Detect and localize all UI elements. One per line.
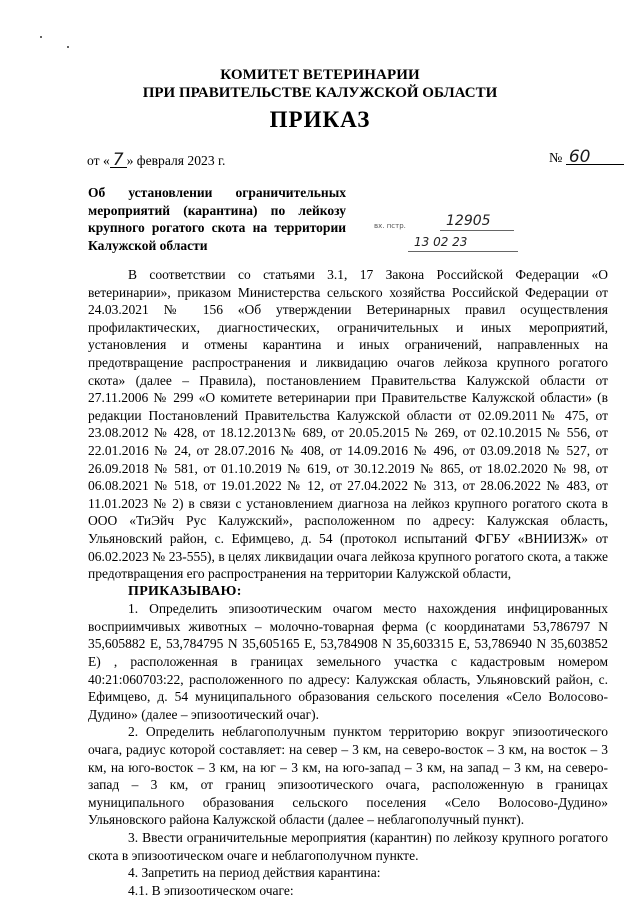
document-date <box>87 152 225 170</box>
issuer-name: КОМИТЕТ ВЕТЕРИНАРИИ <box>220 67 420 83</box>
stamp-underline <box>408 251 518 252</box>
order-item: 4. Запретить на период действия карантина: <box>128 865 381 881</box>
date-suffix: » февраля 2023 г. <box>126 153 226 168</box>
order-item: 1. Определить эпизоотическим очагом место нахождения инфицированных восприимчивых животных – молочно-товарная ферма (с координатами 53,786797 N 35,605882 E, 53,784795 N 35,605165 E, 53,784908 N 35,603315 E, 53,786940 N 35,603852 E) , расположенная в границах земельного участка с кадастровым номером 40:21:060703:22, расположенного по адресу: Калужская область, Ульяновский район, с. Ефимцево, д. 54 муниципального образования сельского поселения «Село Волосово-Дудино» (далее – эпизоотический очаг). <box>88 601 608 722</box>
orders-heading: ПРИКАЗЫВАЮ: <box>128 583 242 599</box>
date-prefix: от « <box>87 153 110 168</box>
document-number <box>549 147 624 167</box>
document-subject: Об установлении ограничительных мероприятий (карантина) по лейкозу крупного рогатого скота на территории Калужской области <box>88 185 346 253</box>
stamp-reg-number: 12905 <box>446 213 491 229</box>
scan-speck <box>40 36 42 38</box>
date-day: 7 <box>110 153 127 168</box>
issuer-subtitle: ПРИ ПРАВИТЕЛЬСТВЕ КАЛУЖСКОЙ ОБЛАСТИ <box>142 85 498 101</box>
order-item: 3. Ввести ограничительные мероприятия (карантин) по лейкозу крупного рогатого скота в эпизоотическом очаге и неблагополучном пункте. <box>88 830 608 863</box>
stamp-reg-date: 13 02 23 <box>414 235 468 249</box>
stamp-label: вх. пстр. <box>374 222 406 230</box>
preamble-paragraph: В соответствии со статьями 3.1, 17 Закона Российской Федерации «О ветеринарии», приказом Министерства сельского хозяйства Российской Федерации от 24.03.2021 № 156 «Об утверждении Ветеринарных правил осуществления профилактических, диагностических, ограничительных и иных мероприятий, установления и отмены карантина и иных ограничений, направленных на предотвращение распространения и ликвидацию очагов лейкоза крупного рогатого скота» (далее – Правила), постановлением Правительства Калужской области от 27.11.2006 № 299 «О комитете ветеринарии при Правительстве Калужской области» (в редакции Постановлений Правительства Калужской области от 02.09.2011№ 475, от 23.08.2012 № 428, от 18.12.2013№ 689, от 20.05.2015 № 269, от 02.10.2015 № 556, от 22.01.2016 № 24, от 28.07.2016 № 408, от 14.09.2016 № 496, от 03.09.2018 № 527, от 26.09.2018 № 581, от 01.10.2019 № 619, от 30.12.2019 № 865, от 18.02.2020 № 98, от 06.08.2021 № 518, от 19.01.2022 № 12, от 27.04.2022 № 313, от 28.06.2022 № 483, от 11.01.2023 № 2) в связи с установлением диагноза на лейкоз крупного рогатого скота в ООО «ТиЭйч Рус Калужский», расположенном по адресу: Калужская область, Ульяновский район, с. Ефимцево, д. 54 (протокол испытаний ФГБУ «ВНИИЗЖ» от 06.02.2023 № 23-555), в целях ликвидации очага лейкоза крупного рогатого скота, а также предотвращения его распространения на территории Калужской области, <box>88 267 608 582</box>
order-item: 4.1. В эпизоотическом очаге: <box>128 882 294 898</box>
registration-stamp <box>374 213 534 257</box>
order-item: 2. Определить неблагополучным пунктом территорию вокруг эпизоотического очага, радиус которой составляет: на север – 3 км, на северо-восток – 3 км, на восток – 3 км, на юго-восток – 3 км, на юг – 3 км, на юго-запад – 3 км, на запад – 3 км, на северо-запад – 3 км, от границ эпизоотического очага, расположенную в границах муниципального образования сельского поселения «Село Волосово-Дудино» Ульяновского района Калужской области (далее – неблагополучный пункт). <box>88 724 608 828</box>
document-type: ПРИКАЗ <box>269 107 371 132</box>
number-value: 60 <box>566 150 624 165</box>
scan-speck <box>67 46 69 48</box>
stamp-underline <box>440 230 514 231</box>
document-body <box>88 266 608 899</box>
number-prefix: № <box>549 151 563 166</box>
